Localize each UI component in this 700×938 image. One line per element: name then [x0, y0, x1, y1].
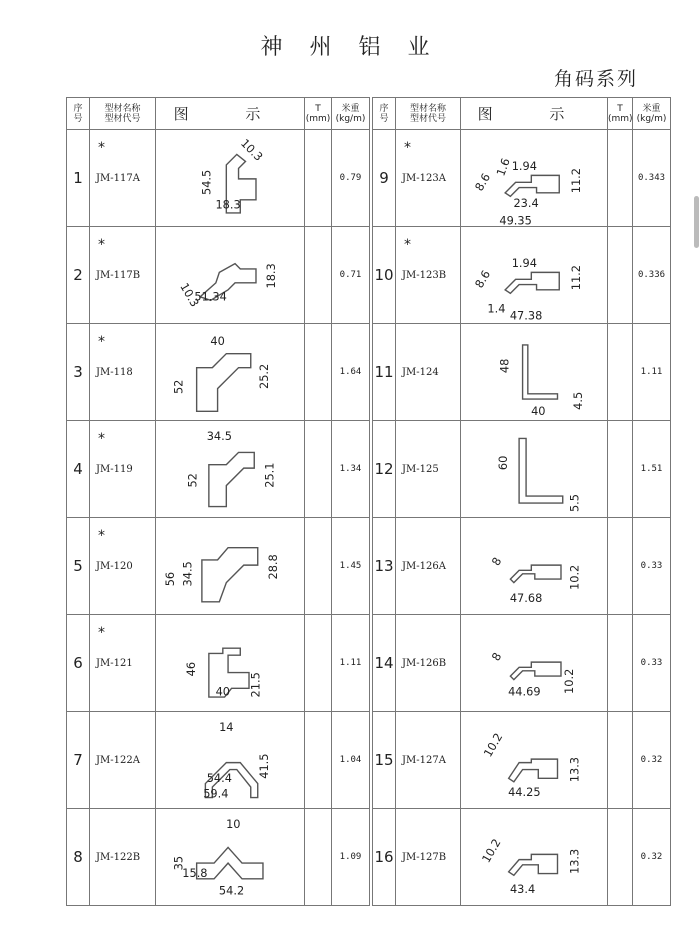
scrollbar-thumb[interactable] — [694, 196, 699, 248]
new-item-star: * — [98, 334, 105, 350]
dimension-label: 11.2 — [569, 168, 584, 194]
profile-figure — [461, 615, 608, 712]
weight-cell: 1.64 — [332, 324, 370, 421]
model-code: JM-122B — [96, 851, 141, 863]
profile-figure — [156, 809, 305, 906]
header-name: 型材名称 型材代号 — [396, 98, 461, 130]
dimension-label: 56 — [162, 571, 177, 587]
dimension-label: 41.5 — [257, 753, 272, 779]
dimension-label: 54.2 — [218, 883, 245, 898]
model-cell — [396, 227, 461, 324]
profile-figure — [156, 130, 305, 227]
dimension-label: 52 — [185, 473, 200, 488]
dimension-label: 59.4 — [203, 786, 229, 801]
model-code: JM-119 — [96, 463, 133, 475]
catalog-table-left — [66, 97, 370, 906]
header-name: 型材名称 型材代号 — [90, 98, 156, 130]
profile-figure — [156, 615, 305, 712]
dimension-label: 4.5 — [570, 391, 585, 410]
profile-outline — [509, 854, 558, 875]
dimension-label: 48 — [497, 358, 512, 374]
thickness-cell — [305, 227, 332, 324]
profile-drawing — [461, 227, 606, 323]
model-code: JM-124 — [402, 366, 439, 378]
model-cell — [90, 712, 156, 809]
header-figure: 图 示 — [461, 98, 608, 130]
profile-figure — [461, 421, 608, 518]
profile-outline — [197, 354, 251, 412]
model-code: JM-125 — [402, 463, 439, 475]
row-number: 7 — [67, 712, 90, 809]
new-item-star: * — [404, 237, 411, 253]
model-cell — [90, 615, 156, 712]
dimension-label: 18.3 — [264, 263, 279, 289]
model-code: JM-127A — [402, 754, 446, 766]
profile-outline — [202, 548, 258, 602]
row-number: 9 — [373, 130, 396, 227]
model-cell — [396, 615, 461, 712]
dimension-label: 49.35 — [499, 213, 532, 226]
dimension-label: 8.6 — [471, 170, 494, 194]
new-item-star: * — [98, 431, 105, 447]
weight-cell: 0.71 — [332, 227, 370, 324]
dimension-label: 34.5 — [206, 429, 232, 444]
profile-figure — [156, 227, 305, 324]
row-number: 6 — [67, 615, 90, 712]
dimension-label: 34.5 — [180, 561, 195, 587]
dimension-label: 8.6 — [471, 267, 494, 291]
row-number: 11 — [373, 324, 396, 421]
weight-cell: 1.34 — [332, 421, 370, 518]
header-weight: 米重 (kg/m) — [633, 98, 671, 130]
series-title: 角码系列 — [553, 68, 638, 90]
row-number: 3 — [67, 324, 90, 421]
profile-drawing — [461, 518, 606, 614]
weight-cell: 1.11 — [633, 324, 671, 421]
dimension-label: 40 — [210, 333, 225, 348]
model-code: JM-118 — [96, 366, 133, 378]
profile-drawing — [461, 712, 606, 808]
model-code: JM-126B — [402, 657, 447, 669]
dimension-label: 10.2 — [567, 564, 582, 590]
dimension-label: 28.8 — [265, 554, 280, 580]
thickness-cell — [608, 712, 633, 809]
page-title: 神 州 铝 业 — [260, 35, 440, 60]
header-seq: 序 号 — [67, 98, 90, 130]
dimension-label: 8 — [488, 650, 505, 664]
thickness-cell — [608, 227, 633, 324]
table-row — [373, 809, 671, 906]
row-number: 5 — [67, 518, 90, 615]
dimension-label: 54.5 — [199, 169, 214, 195]
model-cell — [90, 421, 156, 518]
table-row — [373, 518, 671, 615]
dimension-label: 60 — [495, 455, 510, 471]
row-number: 14 — [373, 615, 396, 712]
thickness-cell — [608, 615, 633, 712]
row-number: 2 — [67, 227, 90, 324]
dimension-label: 40 — [531, 403, 546, 418]
table-row — [67, 324, 370, 421]
dimension-label: 10.3 — [177, 280, 203, 310]
profile-drawing — [156, 712, 301, 808]
weight-cell: 0.336 — [633, 227, 671, 324]
new-item-star: * — [98, 625, 105, 641]
profile-drawing — [156, 421, 301, 517]
table-row — [67, 130, 370, 227]
profile-figure — [156, 421, 305, 518]
profile-drawing — [461, 615, 606, 711]
dimension-label: 13.3 — [567, 756, 582, 783]
profile-figure — [461, 130, 608, 227]
new-item-star: * — [98, 140, 105, 156]
dimension-label: 52 — [171, 379, 186, 395]
row-number: 1 — [67, 130, 90, 227]
new-item-star: * — [98, 237, 105, 253]
profile-drawing — [156, 518, 301, 614]
table-row — [373, 615, 671, 712]
table-row — [373, 324, 671, 421]
profile-drawing — [461, 421, 606, 517]
table-row — [67, 712, 370, 809]
model-cell — [90, 809, 156, 906]
dimension-label: 1.94 — [511, 256, 537, 271]
profile-drawing — [156, 227, 301, 323]
dimension-label: 8 — [488, 554, 505, 569]
header-thickness: T (mm) — [305, 98, 332, 130]
dimension-label: 1.94 — [511, 159, 537, 174]
dimension-label: 44.69 — [508, 684, 541, 699]
thickness-cell — [305, 809, 332, 906]
dimension-label: 10.2 — [562, 668, 577, 694]
model-cell — [396, 809, 461, 906]
new-item-star: * — [98, 528, 105, 544]
table-row — [67, 421, 370, 518]
model-code: JM-127B — [402, 851, 447, 863]
thickness-cell — [305, 615, 332, 712]
dimension-label: 13.3 — [567, 848, 582, 874]
profile-figure — [461, 227, 608, 324]
table-row — [67, 809, 370, 906]
thickness-cell — [608, 130, 633, 227]
dimension-label: 14 — [219, 720, 234, 735]
dimension-label: 11.2 — [569, 265, 584, 291]
dimension-label: 5.5 — [567, 494, 582, 513]
thickness-cell — [608, 518, 633, 615]
dimension-label: 25.2 — [257, 363, 272, 389]
profile-drawing — [461, 324, 606, 420]
model-code: JM-126A — [402, 560, 446, 572]
row-number: 12 — [373, 421, 396, 518]
profile-figure — [156, 518, 305, 615]
header-thickness: T (mm) — [608, 98, 633, 130]
model-cell — [90, 227, 156, 324]
table-row — [67, 227, 370, 324]
dimension-label: 44.25 — [508, 784, 541, 799]
profile-drawing — [156, 324, 301, 420]
table-row — [373, 227, 671, 324]
weight-cell: 1.09 — [332, 809, 370, 906]
dimension-label: 51.34 — [194, 289, 227, 304]
thickness-cell — [305, 324, 332, 421]
row-number: 13 — [373, 518, 396, 615]
profile-figure — [461, 809, 608, 906]
weight-cell: 0.32 — [633, 809, 671, 906]
header-seq: 序 号 — [373, 98, 396, 130]
dimension-label: 47.68 — [509, 590, 543, 605]
profile-outline — [523, 345, 558, 399]
dimension-label: 1.6 — [493, 156, 513, 178]
dimension-label: 10 — [226, 817, 241, 832]
thickness-cell — [608, 809, 633, 906]
model-code: JM-123A — [402, 172, 446, 184]
model-cell — [396, 130, 461, 227]
model-cell — [90, 518, 156, 615]
header-weight: 米重 (kg/m) — [332, 98, 370, 130]
profile-outline — [510, 662, 561, 679]
thickness-cell — [305, 421, 332, 518]
weight-cell: 0.33 — [633, 615, 671, 712]
weight-cell: 1.51 — [633, 421, 671, 518]
model-code: JM-122A — [96, 754, 140, 766]
profile-drawing — [156, 615, 301, 711]
dimension-label: 43.4 — [509, 881, 536, 896]
profile-figure — [156, 324, 305, 421]
table-row — [67, 518, 370, 615]
profile-drawing — [461, 809, 606, 905]
row-number: 16 — [373, 809, 396, 906]
weight-cell: 0.33 — [633, 518, 671, 615]
table-row — [373, 130, 671, 227]
dimension-label: 35 — [171, 855, 186, 871]
dimension-label: 54.4 — [206, 770, 232, 785]
row-number: 4 — [67, 421, 90, 518]
table-header-row — [373, 98, 671, 130]
model-cell — [396, 324, 461, 421]
model-code: JM-120 — [96, 560, 133, 572]
weight-cell: 1.04 — [332, 712, 370, 809]
dimension-label: 1.4 — [487, 301, 506, 316]
table-row — [373, 712, 671, 809]
new-item-star: * — [404, 140, 411, 156]
thickness-cell — [305, 130, 332, 227]
dimension-label: 15.8 — [182, 866, 208, 881]
table-row — [373, 421, 671, 518]
row-number: 8 — [67, 809, 90, 906]
thickness-cell — [608, 421, 633, 518]
model-cell — [396, 518, 461, 615]
dimension-label: 25.1 — [262, 462, 277, 488]
model-code: JM-117B — [96, 269, 141, 281]
header-figure: 图 示 — [156, 98, 305, 130]
profile-drawing — [461, 130, 606, 226]
dimension-label: 47.38 — [509, 308, 543, 323]
thickness-cell — [305, 712, 332, 809]
model-cell — [90, 324, 156, 421]
model-code: JM-123B — [402, 269, 447, 281]
profile-outline — [509, 759, 558, 782]
model-cell — [396, 421, 461, 518]
weight-cell: 0.32 — [633, 712, 671, 809]
profile-figure — [461, 518, 608, 615]
profile-outline — [505, 272, 559, 293]
model-code: JM-117A — [96, 172, 140, 184]
row-number: 15 — [373, 712, 396, 809]
dimension-label: 10.2 — [480, 730, 506, 760]
weight-cell: 1.11 — [332, 615, 370, 712]
row-number: 10 — [373, 227, 396, 324]
model-cell — [396, 712, 461, 809]
profile-figure — [461, 324, 608, 421]
profile-outline — [505, 175, 559, 196]
profile-figure — [156, 712, 305, 809]
dimension-label: 46 — [183, 661, 198, 677]
profile-figure — [461, 712, 608, 809]
thickness-cell — [305, 518, 332, 615]
dimension-label: 10.3 — [237, 135, 266, 164]
profile-drawing — [156, 130, 301, 226]
dimension-label: 18.3 — [215, 197, 241, 212]
catalog-table-right — [372, 97, 671, 906]
dimension-label: 40 — [215, 684, 231, 699]
dimension-label: 21.5 — [248, 672, 263, 698]
model-code: JM-121 — [96, 657, 133, 669]
table-header-row — [67, 98, 370, 130]
model-cell — [90, 130, 156, 227]
profile-outline — [519, 438, 563, 503]
table-row — [67, 615, 370, 712]
weight-cell: 0.79 — [332, 130, 370, 227]
thickness-cell — [608, 324, 633, 421]
dimension-label: 23.4 — [513, 195, 539, 210]
weight-cell: 1.45 — [332, 518, 370, 615]
profile-drawing — [156, 809, 301, 905]
dimension-label: 10.2 — [478, 836, 504, 866]
profile-outline — [510, 565, 561, 582]
weight-cell: 0.343 — [633, 130, 671, 227]
profile-outline — [209, 452, 254, 506]
